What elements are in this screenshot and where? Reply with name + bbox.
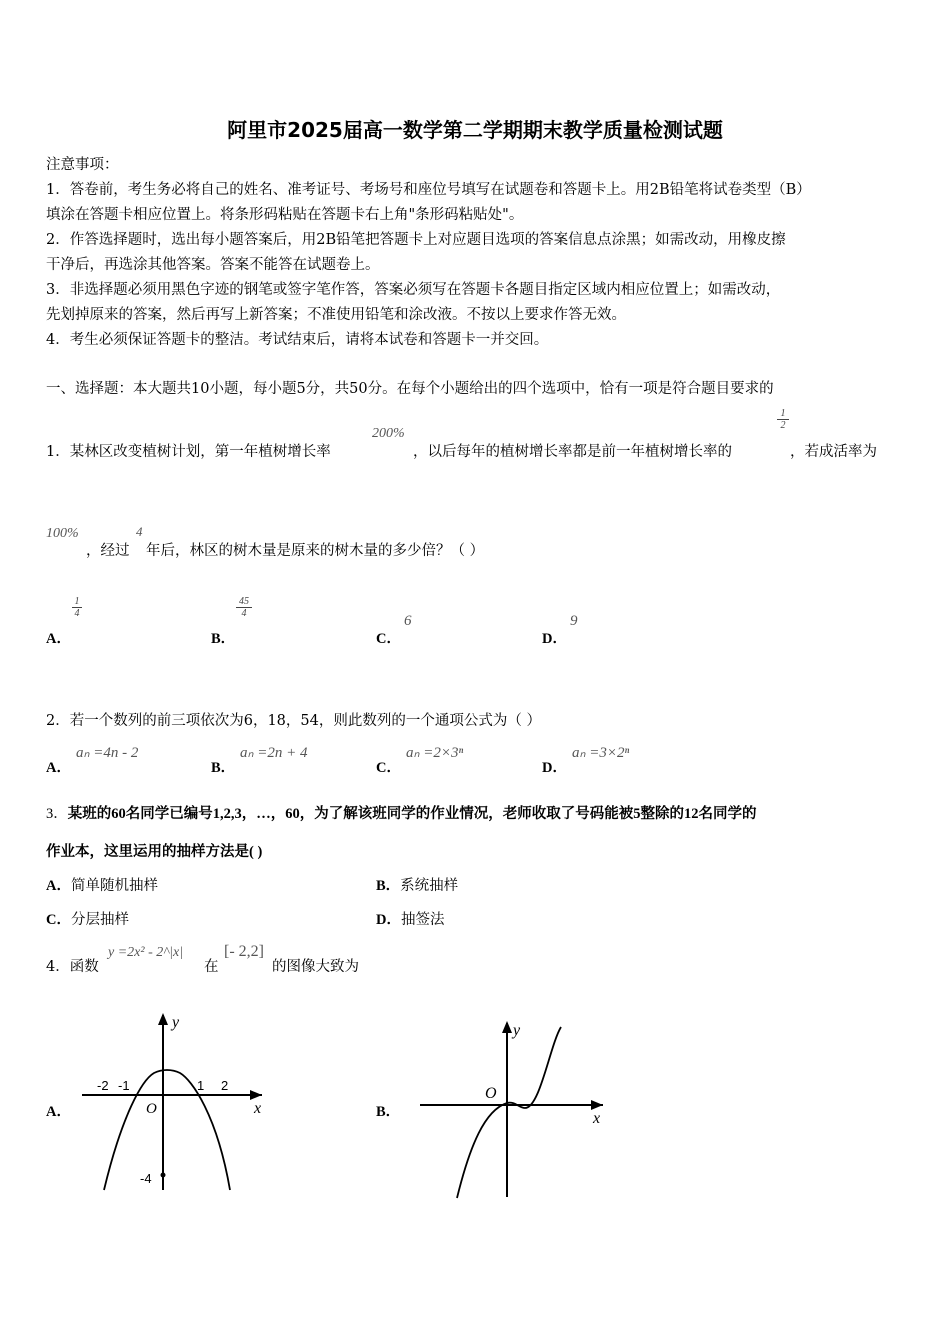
question-1-stem-cont: ，经过 bbox=[86, 543, 130, 559]
option-label: B． bbox=[211, 631, 236, 647]
question-2-stem: 2．若一个数列的前三项依次为6，18，54，则此数列的一个通项公式为（ ） bbox=[46, 713, 541, 729]
fraction-one-half: $\frac{1}{2}$ bbox=[777, 408, 789, 431]
tick-label: -4 bbox=[140, 1171, 152, 1186]
question-4-stem-cont: 在 bbox=[204, 959, 219, 975]
question-1-stem-cont: ，以后每年的植树增长率都是前一年植树增长率的 bbox=[413, 444, 732, 460]
curve bbox=[457, 1027, 561, 1198]
option-a-formula: aₙ =4n - 2 bbox=[76, 745, 139, 761]
tick-label: -2 bbox=[97, 1078, 109, 1093]
option-b-fraction: $\frac{45}{4}$ bbox=[236, 596, 252, 619]
interval: [- 2,2] bbox=[224, 943, 264, 960]
option-label: C． bbox=[376, 760, 401, 776]
option-label: C． bbox=[376, 631, 401, 647]
tick-label: -1 bbox=[118, 1078, 130, 1093]
notice-line: 填涂在答题卡相应位置上。将条形码粘贴在答题卡右上角"条形码粘贴处"。 bbox=[46, 207, 524, 223]
page-title: 阿里市2025届高一数学第二学期期末教学质量检测试题 bbox=[227, 118, 723, 142]
option-a-fraction: $\frac{1}{4}$ bbox=[72, 596, 82, 619]
years-value: 4 bbox=[136, 524, 143, 539]
question-number: 4． bbox=[46, 959, 70, 975]
origin-label: O bbox=[146, 1101, 157, 1117]
option-c-value: 6 bbox=[404, 613, 412, 629]
option-label: D． bbox=[542, 760, 567, 776]
option-d-formula: aₙ =3×2ⁿ bbox=[572, 745, 630, 761]
question-number: 3． bbox=[46, 806, 68, 822]
option-d-value: 9 bbox=[570, 613, 578, 629]
notice-line: 3．非选择题必须用黑色字迹的钢笔或签字笔作答，答案必须写在答题卡各题目指定区域内相应位置上；如需改动， bbox=[46, 282, 781, 298]
option-label: A． bbox=[46, 1104, 71, 1120]
x-axis-arrow-icon bbox=[250, 1090, 262, 1100]
option-b: B．系统抽样 bbox=[376, 878, 459, 894]
option-label: A． bbox=[46, 760, 71, 776]
y-axis-arrow-icon bbox=[158, 1013, 168, 1025]
function-formula: y =2x² - 2^|x| bbox=[108, 945, 184, 960]
point-marker bbox=[161, 1173, 166, 1178]
notice-line: 先划掉原来的答案，然后再写上新答案；不准使用铅笔和涂改液。不按以上要求作答无效。 bbox=[46, 307, 626, 323]
section-heading: 一、选择题：本大题共10小题，每小题5分，共50分。在每个小题给出的四个选项中，恰有一项是符合题目要求的 bbox=[46, 381, 774, 397]
option-c-formula: aₙ =2×3ⁿ bbox=[406, 745, 464, 761]
notice-line: 2．作答选择题时，选出每小题答案后，用2B铅笔把答题卡上对应题目选项的答案信息点涂黑；如需改动，用橡皮擦 bbox=[46, 232, 786, 248]
option-label: A． bbox=[46, 631, 71, 647]
question-1-stem-cont: 年后，林区的树木量是原来的树木量的多少倍？（ ） bbox=[146, 543, 485, 559]
question-1-stem: 1．某林区改变植树计划，第一年植树增长率 bbox=[46, 444, 331, 460]
growth-rate: 200% bbox=[372, 426, 405, 441]
question-1-stem-cont: ，若成活率为 bbox=[790, 444, 877, 460]
x-axis-label: x bbox=[593, 1110, 601, 1127]
graph-a bbox=[72, 1005, 272, 1200]
survival-rate: 100% bbox=[46, 526, 79, 541]
option-label: D． bbox=[542, 631, 567, 647]
notice-line: 4．考生必须保证答题卡的整洁。考试结束后，请将本试卷和答题卡一并交回。 bbox=[46, 332, 549, 348]
y-axis-arrow-icon bbox=[502, 1021, 512, 1033]
y-axis-label: y bbox=[172, 1014, 180, 1031]
option-b-formula: aₙ =2n + 4 bbox=[240, 745, 308, 761]
question-3-stem: 3．某班的60名同学已编号1,2,3，…，60，为了解该班同学的作业情况，老师收取了号码能被5整除的12名同学的 bbox=[46, 806, 757, 822]
tick-label: 1 bbox=[197, 1078, 205, 1093]
y-axis-label: y bbox=[513, 1022, 521, 1039]
tick-label: 2 bbox=[221, 1078, 229, 1093]
option-a: A．简单随机抽样 bbox=[46, 878, 158, 894]
question-number: 2． bbox=[46, 713, 70, 729]
option-label: B． bbox=[211, 760, 236, 776]
option-label: B． bbox=[376, 1104, 401, 1120]
question-number: 1． bbox=[46, 444, 70, 460]
option-d: D．抽签法 bbox=[376, 912, 445, 928]
question-3-stem-cont: 作业本，这里运用的抽样方法是( ) bbox=[46, 844, 263, 860]
origin-label: O bbox=[485, 1085, 497, 1102]
question-4-stem: 4．函数 bbox=[46, 959, 99, 975]
graph-b bbox=[415, 1015, 610, 1200]
option-c: C．分层抽样 bbox=[46, 912, 129, 928]
notice-heading: 注意事项： bbox=[46, 157, 119, 173]
x-axis-arrow-icon bbox=[591, 1100, 603, 1110]
question-4-stem-cont: 的图像大致为 bbox=[272, 959, 359, 975]
notice-line: 干净后，再选涂其他答案。答案不能答在试题卷上。 bbox=[46, 257, 380, 273]
notice-line: 1．答卷前，考生务必将自己的姓名、准考证号、考场号和座位号填写在试题卷和答题卡上。用2B铅笔将试卷类型（B） bbox=[46, 182, 811, 198]
x-axis-label: x bbox=[254, 1100, 262, 1117]
